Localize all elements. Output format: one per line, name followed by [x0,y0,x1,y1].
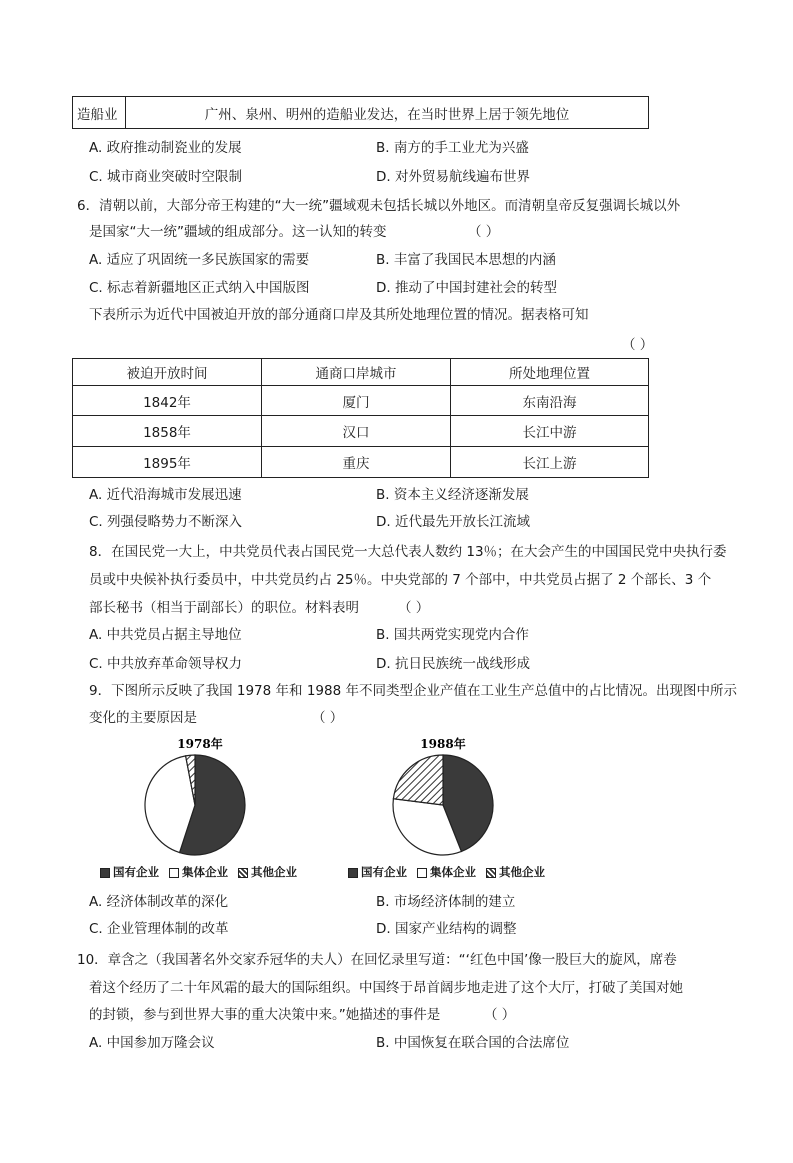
pie-slice-other [393,755,443,805]
table-header-cell: 被迫开放时间 [73,359,262,386]
table-cell-label: 造船业 [73,97,126,129]
q6-stem-line1: 6．清朝以前，大部分帝王构建的“大一统”疆域观未包括长城以外地区。而清朝皇帝反复强调长城以外 [77,198,681,214]
q9-option-b[interactable]: B. 市场经济体制的建立 [376,894,516,910]
table-cell: 长江上游 [451,447,649,478]
shipbuilding-table [72,96,649,129]
q6-option-c[interactable]: C. 标志着新疆地区正式纳入中国版图 [89,280,310,296]
q6-answer-paren: （ ） [468,224,500,240]
legend-swatch-state [348,868,358,878]
legend-label: 国有企业 [361,865,407,879]
pie-title: 1988年 [420,737,466,751]
q8-option-d[interactable]: D. 抗日民族统一战线形成 [376,656,530,672]
q5-option-d[interactable]: D. 对外贸易航线遍布世界 [376,169,530,185]
q8-stem-line1: 8．在国民党一大上，中共党员代表占国民党一大总代表人数约 13％；在大会产生的中国国民党中央执行委 [89,544,727,560]
table-row [73,447,649,478]
q5-option-a[interactable]: A. 政府推动制瓷业的发展 [89,140,242,156]
legend-label: 集体企业 [182,865,229,879]
q9-answer-paren: （ ） [312,710,344,726]
table-cell: 1842年 [73,386,262,416]
q8-answer-paren: （ ） [398,600,430,616]
q10-stem-line2: 着这个经历了二十年风霜的最大的国际组织。中国终于昂首阔步地走进了这个大厅，打破了美国对她 [89,980,683,996]
legend-1978 [100,864,297,880]
pie-chart-1978 [140,735,260,860]
q9-option-a[interactable]: A. 经济体制改革的深化 [89,894,229,910]
q9-option-c[interactable]: C. 企业管理体制的改革 [89,921,229,937]
table-row [73,416,649,447]
q6-stem-line2: 是国家“大一统”疆域的组成部分。这一认知的转变 [89,224,387,240]
legend-label: 集体企业 [430,865,477,879]
legend-swatch-other [238,868,248,878]
legend-swatch-collective [417,868,427,878]
q7-stem: 下表所示为近代中国被迫开放的部分通商口岸及其所处地理位置的情况。据表格可知 [89,307,589,323]
q7-option-b[interactable]: B. 资本主义经济逐渐发展 [376,487,529,503]
q6-option-a[interactable]: A. 适应了巩固统一多民族国家的需要 [89,252,310,268]
q8-stem-line2: 员或中央候补执行委员中，中共党员约占 25％。中央党部的 7 个部中，中共党员占据了 2 个部长、3 个 [89,572,712,588]
pie-title: 1978年 [177,737,223,751]
q8-option-c[interactable]: C. 中共放弃革命领导权力 [89,656,243,672]
legend-label: 国有企业 [113,865,159,879]
q7-answer-paren: （ ） [622,337,654,353]
q10-option-a[interactable]: A. 中国参加万隆会议 [89,1035,215,1051]
legend-1988 [348,864,545,880]
table-header-row [73,359,649,386]
q8-stem-line3: 部长秘书（相当于副部长）的职位。材料表明 [89,600,359,616]
table-cell: 汉口 [262,416,451,447]
q10-stem-line3: 的封锁，参与到世界大事的重大决策中来。”她描述的事件是 [89,1007,441,1023]
legend-label: 其他企业 [499,865,546,879]
legend-swatch-state [100,868,110,878]
legend-swatch-collective [169,868,179,878]
q6-option-d[interactable]: D. 推动了中国封建社会的转型 [376,280,557,296]
q8-option-a[interactable]: A. 中共党员占据主导地位 [89,627,242,643]
table-cell: 1858年 [73,416,262,447]
q5-option-b[interactable]: B. 南方的手工业尤为兴盛 [376,140,529,156]
q7-option-d[interactable]: D. 近代最先开放长江流域 [376,514,530,530]
q10-answer-paren: （ ） [484,1007,516,1023]
q9-stem-line1: 9．下图所示反映了我国 1978 年和 1988 年不同类型企业产值在工业生产总值中的占比情况。出现图中所示 [89,683,737,699]
q7-option-c[interactable]: C. 列强侵略势力不断深入 [89,514,243,530]
table-header-cell: 通商口岸城市 [262,359,451,386]
table-cell: 1895年 [73,447,262,478]
q7-option-a[interactable]: A. 近代沿海城市发展迅速 [89,487,242,503]
q8-option-b[interactable]: B. 国共两党实现党内合作 [376,627,529,643]
q10-stem-line1: 10．章含之（我国著名外交家乔冠华的夫人）在回忆录里写道：“‘红色中国’像一股巨大的旋风，席卷 [77,952,677,968]
table-cell: 重庆 [262,447,451,478]
legend-swatch-other [486,868,496,878]
legend-label: 其他企业 [251,865,298,879]
q10-option-b[interactable]: B. 中国恢复在联合国的合法席位 [376,1035,570,1051]
q9-stem-line2: 变化的主要原因是 [89,710,197,726]
table-header-cell: 所处地理位置 [451,359,649,386]
q6-option-b[interactable]: B. 丰富了我国民本思想的内涵 [376,252,556,268]
table-row [73,386,649,416]
table-cell: 长江中游 [451,416,649,447]
table-cell: 厦门 [262,386,451,416]
q5-option-c[interactable]: C. 城市商业突破时空限制 [89,169,243,185]
table-cell-content: 广州、泉州、明州的造船业发达，在当时世界上居于领先地位 [126,97,649,129]
table-cell: 东南沿海 [451,386,649,416]
q9-option-d[interactable]: D. 国家产业结构的调整 [376,921,517,937]
pie-chart-1988 [388,735,508,860]
treaty-ports-table [72,358,649,478]
